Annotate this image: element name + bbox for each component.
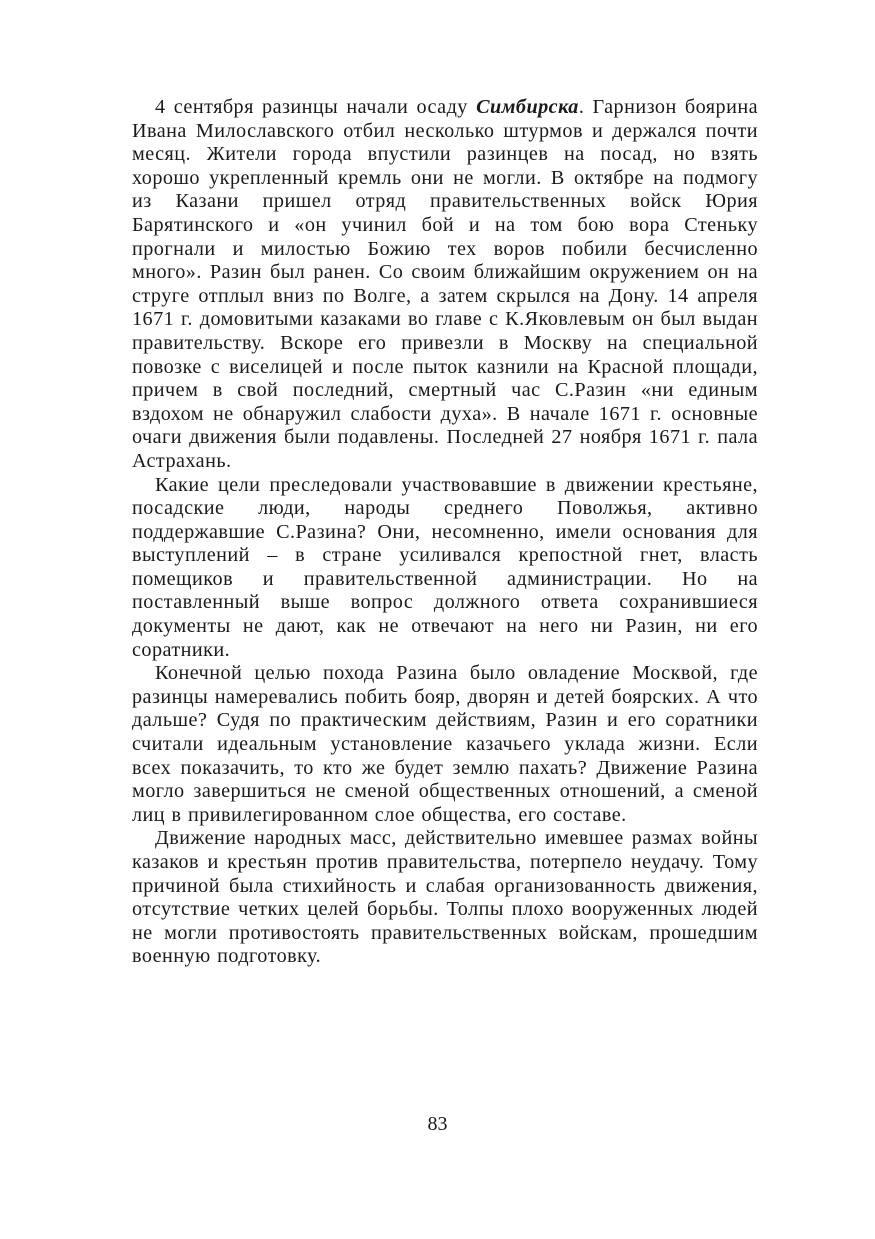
paragraph-4: Движение народных масс, действительно имевшее размах войны казаков и крестьян против правительства, потерпело неудачу. Тому причиной была стихийность и слабая организованность движения, отсутствие четких целей борьбы. Толпы плохо вооруженных людей не могли противостоять правительственных войскам, прошедшим военную подготовку. <box>132 827 758 968</box>
emphasis-simbirsk: Симбирска <box>476 96 579 118</box>
paragraph-3: Конечной целью похода Разина было овладение Москвой, где разинцы намеревались побить бояр, дворян и детей боярских. А что дальше? Судя по практическим действиям, Разин и его соратники считали идеальным установление казачьего уклада жизни. Если всех показачить, то кто же будет землю пахать? Движение Разина могло завершиться не сменой общественных отношений, а сменой лиц в привилегированном слое общества, его составе. <box>132 662 758 826</box>
paragraph-1 <box>132 96 758 474</box>
paragraph-1-start: 4 сентября разинцы начали осаду <box>155 96 477 118</box>
page-number: 83 <box>427 1113 448 1135</box>
paragraph-1-rest: . Гарнизон боярина Ивана Милославского отбил несколько штурмов и держался почти месяц. Жители города впустили разинцев на посад, но взять хорошо укрепленный кремль они не могли. В октябре на подмогу из Казани пришел отряд правительственных войск Юрия Барятинского и «он учинил бой и на том бою вора Стеньку прогнали и милостью Божию тех воров побили бесчисленно много». Разин был ранен. Со своим ближайшим окружением он на струге отплыл вниз по Волге, а затем скрылся на Дону. 14 апреля 1671 г. домовитыми казаками во главе с К.Яковлевым он был выдан правительству. Вскоре его привезли в Москву на специальной повозке с виселицей и после пыток казнили на Красной площади, причем в свой последний, смертный час С.Разин «ни единым вздохом не обнаружил слабости духа». В начале 1671 г. основные очаги движения были подавлены. Последней 27 ноября 1671 г. пала Астрахань. <box>132 96 759 472</box>
page-body <box>132 96 758 969</box>
paragraph-2: Какие цели преследовали участвовавшие в движении крестьяне, посадские люди, народы среднего Поволжья, активно поддержавшие С.Разина? Они, несомненно, имели основания для выступлений – в стране усиливался крепостной гнет, власть помещиков и правительственной администрации. Но на поставленный выше вопрос должного ответа сохранившиеся документы не дают, как не отвечают на него ни Разин, ни его соратники. <box>132 473 758 661</box>
